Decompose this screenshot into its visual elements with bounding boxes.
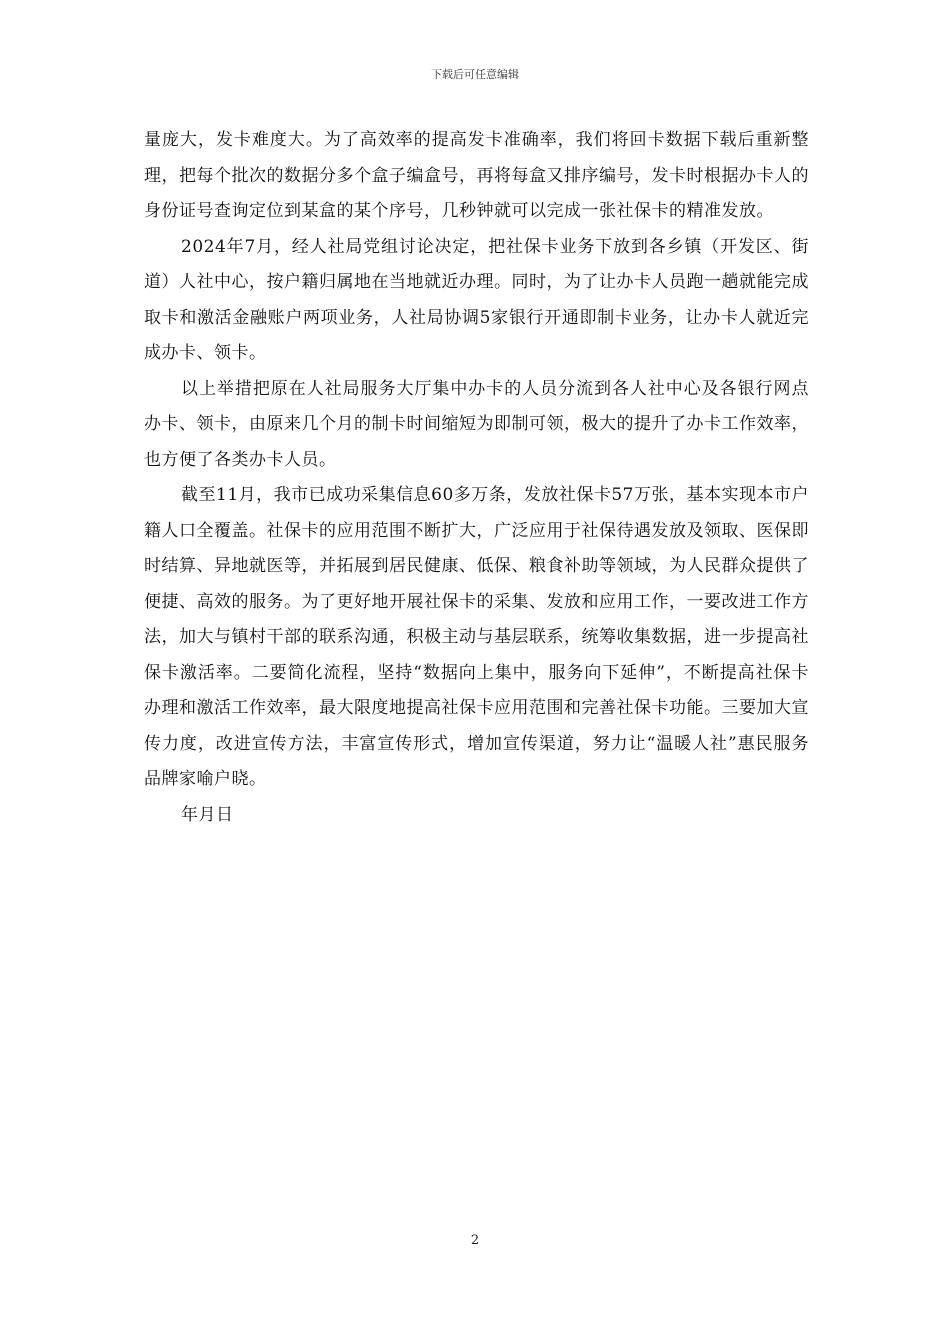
paragraph-continued: 量庞大，发卡难度大。为了高效率的提高发卡准确率，我们将回卡数据下载后重新整理，把每个批次的数据分多个盒子编盒号，再将每盒又排序编号，发卡时根据办卡人的身份证号查询定位到某盒的某个序号，几秒钟就可以完成一张社保卡的精准发放。 (144, 130, 809, 221)
paragraph-policy-2024: 2024年7月，经人社局党组讨论决定，把社保卡业务下放到各乡镇（开发区、街道）人社中心，按户籍归属地在当地就近办理。同时，为了让办卡人员跑一趟就能完成取卡和激活金融账户两项业务，人社局协调5家银行开通即制卡业务，让办卡人就近完成办卡、领卡。 (144, 236, 809, 363)
paragraph-measures: 以上举措把原在人社局服务大厅集中办卡的人员分流到各人社中心及各银行网点办卡、领卡，由原来几个月的制卡时间缩短为即制可领，极大的提升了办卡工作效率，也方便了各类办卡人员。 (144, 378, 809, 470)
document-body (144, 123, 809, 833)
page-header: 下载后可任意编辑 (431, 68, 519, 81)
paragraph-summary: 截至11月，我市已成功采集信息60多万条，发放社保卡57万张，基本实现本市户籍人口全覆盖。社保卡的应用范围不断扩大，广泛应用于社保待遇发放及领取、医保即时结算、异地就医等，并拓展到居民健康、低保、粮食补助等领域，为人民群众提供了便捷、高效的服务。为了更好地开展社保卡的采集、发放和应用工作，一要改进工作方法，加大与镇村干部的联系沟通，积极主动与基层联系，统筹收集数据，进一步提高社保卡激活率。二要简化流程，坚持“数据向上集中，服务向下延伸”，不断提高社保卡办理和激活工作效率，最大限度地提高社保卡应用范围和完善社保卡功能。三要加大宣传力度，改进宣传方法，丰富宣传形式，增加宣传渠道，努力让“温暖人社”惠民服务品牌家喻户晓。 (144, 485, 809, 789)
page-number: 2 (470, 1233, 480, 1248)
date-line: 年月日 (181, 804, 234, 825)
